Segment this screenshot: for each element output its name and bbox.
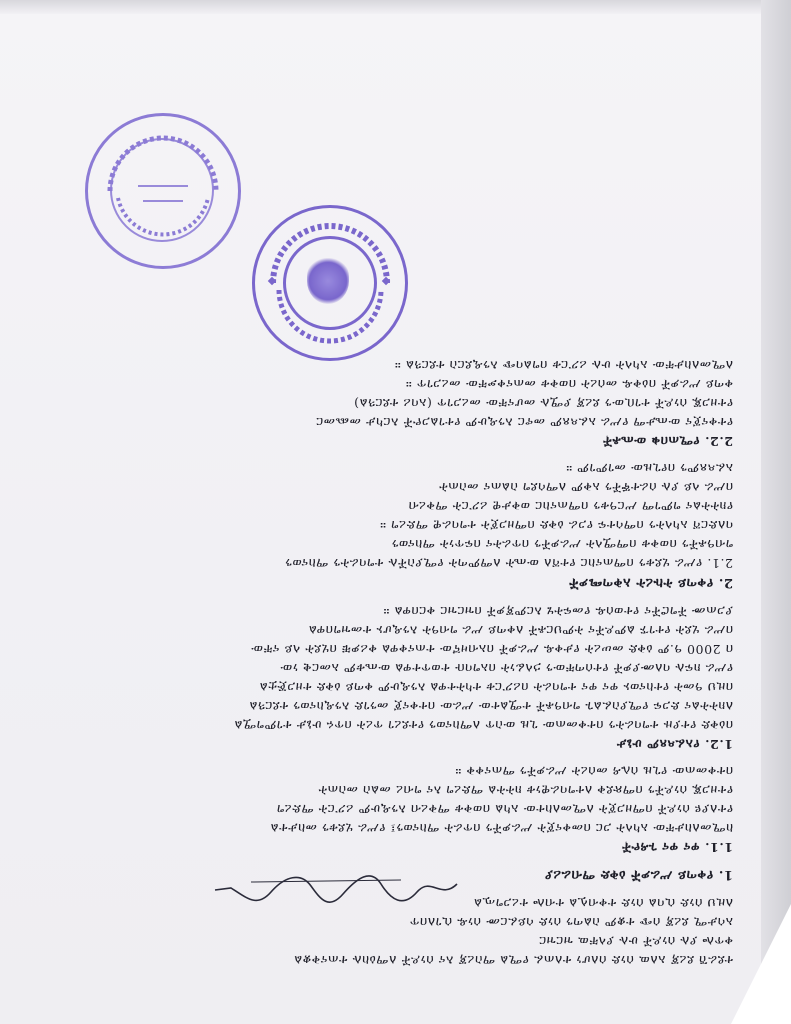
text-line: 2.1. የሥራ ሂደቱን በማጠናከር የተሻለ ውጤት ለማምጣት የሚያስችሉ ተግባራትን ማከናወን — [284, 556, 733, 571]
handwritten-signature — [211, 870, 461, 904]
text-line: የተለያዩ ሰነዶች በማዘጋጀት ለሚመለከተው አካል በወቅቱ ማቅረብ እንዲሁም ሪፖርት ማድረግ — [276, 802, 733, 817]
text-line: አሳታሚ ደረጃ ሰጭ ተቋም ስልጣን ሰነድ ሳይፈርሙ ሰነዱ ሲገለበጥ — [409, 915, 733, 930]
emblem-round-stamp — [252, 205, 408, 361]
text-line: በሥራ ላይ ያሉ ሰራተኞችን አቅም ለማሳደግ ስልጠና መስጠት — [438, 480, 733, 495]
text-line: ያጋጠሙ ችግሮችና የተወሰዱ የመፍትሄ እርምጃዎች በዝርዝር ቀርበዋል ። — [382, 604, 733, 619]
stamp-ring-lettering-icon — [255, 208, 405, 358]
official-round-stamp — [85, 113, 241, 269]
text-line: በተቀመጠው የጊዜ ሰሌዳ መሰረት ሥራዎችን ማጠናቀቅ ። — [454, 764, 733, 779]
folded-corner — [731, 904, 791, 1024]
section-heading: 1. የቀጣይ ሥራዎች ዕቅድ ማብራሪያ — [544, 867, 733, 882]
text-line: የተቀናጀና ውጤታማ የሥራ አፈጻጸም መኖር እንዲሁም የተገልጋዮች እርካታ መጨመር — [315, 415, 733, 430]
signature-scribble-icon — [211, 874, 461, 904]
text-line: የተዘጋጁ ሰነዶች ተገቢውን ደረጃ ያሟሉ መሆናቸው መረጋገጥ (አባሪ ተደርጓል) — [353, 396, 733, 411]
stamp-ring-lettering-icon — [88, 116, 238, 266]
text-line: አፈጻጸምን በየጊዜው መገምገም ። — [565, 461, 733, 476]
text-line: ለዚህ ሰነድ ሲባል ሰነድ ተቀብሏል ተብሎ ተረጋግጧል — [473, 896, 733, 911]
text-line: ቀጣይ ሥራዎች በዕቅዱ መሰረት በወቅቱ መጠናቀቃቸው መረጋገጥ ። — [405, 377, 733, 392]
text-line: ግብዓቶችን በወቅቱ በማሟላት ሥራዎችን በጥራትና በፍጥነት ማከናወን — [391, 537, 733, 552]
section-heading: 2. የቀጣይ ትኩረት አቅጣጫዎች — [568, 575, 733, 590]
text-line: ባለድርሻ አካላትን በማሳተፍ የጋራ ዕቅድ በማዘጋጀት ተግባራዊ ማድረግ ። — [379, 518, 733, 533]
text-line: ቀጥሎ ያሉ ሰነዶች ሁሉ ያላቸዉ ዝርዝር — [538, 934, 733, 949]
text-line: ተደራሽ ደረጃ አለዉ ሰነድ ሰለሆነ ተለጠፈ የሚል ማስረጃ እና ሰነዶች ለማዕከሉ ተጠናቅቋል — [293, 953, 733, 968]
text-line: ለሚመለከታቸው አካላት ሁሉ ሪፖርቱ በግልባጭ እንዲደርስ ተደርጓል ። — [394, 358, 733, 373]
subsection-heading: 1.1. ዋና ዋና ጉዳዮች — [621, 840, 733, 855]
text-line: በዚህ ዓመት የተከናወኑ ዋና ዋና ተግባራት በሪፖርቱ ተካትተዋል እንዲሁም ቀጣይ ዕቅድ ተዘጋጅቷል — [259, 680, 733, 695]
text-line: በ 2000 ዓ.ም ዕቅድ መሠረት የታቀዱ ሥራዎች በአብዛኛው ተጠናቀዋል ቀሪዎቹ በሂደት ላይ ናቸው — [250, 642, 733, 657]
text-line: በዕቅድ የተያዙ ተግባራትን በተቀመጠው ጊዜ ውስጥ ለማከናወን የተደረገ ጥረት በጥሩ ሁኔታ ተገምግሟል — [233, 718, 733, 733]
text-line: በሥራ ሂደት የተገኙ ልምዶችና ትምህርቶች ለቀጣይ ሥራ ግብዓት እንዲሆኑ ተመዝግበዋል — [308, 623, 733, 638]
subsection-heading: 1.2. የአፈጻጸም ሁኔታ — [616, 737, 733, 752]
text-line: ለክትትልና ድጋፍ የሚያስፈልጉ ግብዓቶች ተሟልተው ሥራው በተቀናጀ መንገድ እንዲከናወን ተደርጓል — [248, 699, 733, 714]
text-line: ከሚመለከታቸው አካላት ጋር በመቀናጀት ሥራዎችን በጥራት ማከናወን፤ የሥራ ሂደቱን መከታተል — [269, 821, 733, 836]
text-line: የተዘጋጁ ሰነዶችን በማጽደቅ ለተግባራዊነቱ ክትትል ማድረግ እና ግብረ መልስ መስጠት — [318, 783, 733, 798]
text-line: የክትትልና ግምገማ ሥርዓቱን በማጠናከር ወቅታዊ ሪፖርት ማቅረብ — [408, 499, 733, 514]
text-line: የሥራ ክፍሉ ባለሙያዎች የተሰጣቸውን ኃላፊነት በአግባቡ ተወጥተዋል ውጤቱም አመርቂ ነው — [279, 661, 733, 676]
subsection-heading: 2.2. የሚጠበቁ ውጤቶች — [602, 434, 733, 449]
